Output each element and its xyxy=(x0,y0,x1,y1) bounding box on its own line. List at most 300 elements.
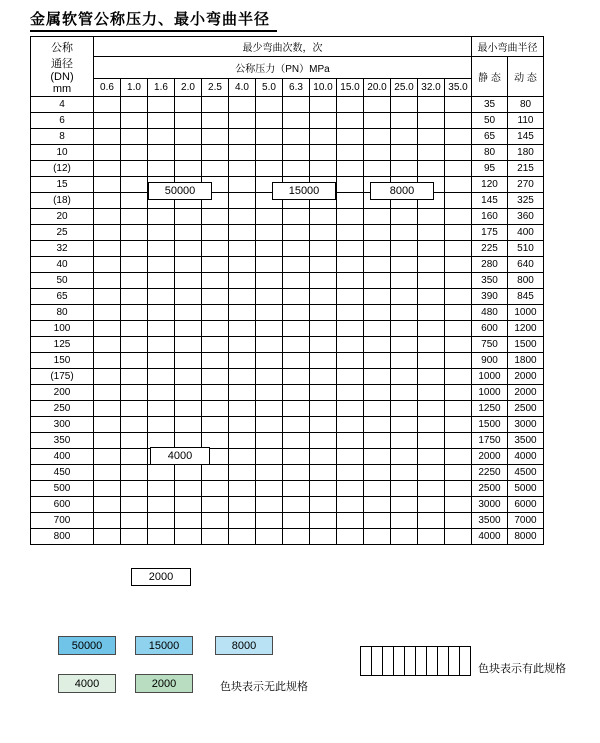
table-body xyxy=(31,97,544,545)
spec-cell xyxy=(148,145,175,161)
spec-cell xyxy=(202,273,229,289)
spec-cell xyxy=(175,289,202,305)
spec-cell xyxy=(283,529,310,545)
spec-cell xyxy=(418,113,445,129)
spec-cell xyxy=(256,481,283,497)
spec-cell xyxy=(337,113,364,129)
table-row xyxy=(31,369,544,385)
dynamic-radius-value: 215 xyxy=(508,161,544,177)
spec-cell xyxy=(391,337,418,353)
spec-cell xyxy=(337,433,364,449)
spec-cell xyxy=(418,417,445,433)
dynamic-radius-value: 845 xyxy=(508,289,544,305)
spec-cell xyxy=(229,193,256,209)
spec-cell xyxy=(202,513,229,529)
spec-cell xyxy=(445,289,472,305)
spec-cell xyxy=(364,97,391,113)
spec-cell xyxy=(229,481,256,497)
spec-cell xyxy=(256,369,283,385)
spec-cell xyxy=(364,145,391,161)
spec-cell xyxy=(310,97,337,113)
spec-cell xyxy=(175,305,202,321)
dn-value: 25 xyxy=(31,225,94,241)
pressure-col-header: 0.6 xyxy=(94,79,121,97)
spec-cell xyxy=(283,321,310,337)
spec-cell xyxy=(445,529,472,545)
legend-blank-cell xyxy=(460,647,471,676)
dynamic-radius-value: 4000 xyxy=(508,449,544,465)
spec-cell xyxy=(121,449,148,465)
spec-cell xyxy=(445,129,472,145)
spec-cell xyxy=(202,225,229,241)
spec-cell xyxy=(121,401,148,417)
spec-cell xyxy=(418,481,445,497)
spec-cell xyxy=(418,497,445,513)
spec-cell xyxy=(364,113,391,129)
spec-cell xyxy=(418,433,445,449)
spec-cell xyxy=(256,433,283,449)
dn-value: 600 xyxy=(31,497,94,513)
spec-cell xyxy=(283,417,310,433)
spec-cell xyxy=(256,225,283,241)
spec-cell xyxy=(283,305,310,321)
spec-cell xyxy=(310,481,337,497)
spec-cell xyxy=(445,369,472,385)
spec-cell xyxy=(364,433,391,449)
callout-box: 2000 xyxy=(131,568,191,586)
static-radius-value: 350 xyxy=(472,273,508,289)
pressure-col-header: 2.0 xyxy=(175,79,202,97)
spec-cell xyxy=(94,161,121,177)
dynamic-radius-header: 动 态 xyxy=(508,57,544,97)
spec-cell xyxy=(121,113,148,129)
table-row xyxy=(31,353,544,369)
spec-cell xyxy=(121,273,148,289)
static-radius-value: 120 xyxy=(472,177,508,193)
legend-swatch-15000: 15000 xyxy=(135,636,193,655)
dn-value: 4 xyxy=(31,97,94,113)
spec-cell xyxy=(364,385,391,401)
spec-cell xyxy=(418,273,445,289)
pressure-col-header: 4.0 xyxy=(229,79,256,97)
dynamic-radius-value: 2000 xyxy=(508,385,544,401)
spec-cell xyxy=(229,433,256,449)
page-title: 金属软管公称压力、最小弯曲半径 xyxy=(30,10,271,28)
spec-cell xyxy=(256,273,283,289)
pressure-col-header: 6.3 xyxy=(283,79,310,97)
spec-cell xyxy=(121,465,148,481)
dn-value: (175) xyxy=(31,369,94,385)
dynamic-radius-value: 3500 xyxy=(508,433,544,449)
table-row xyxy=(31,529,544,545)
spec-cell xyxy=(256,417,283,433)
spec-cell xyxy=(418,513,445,529)
spec-cell xyxy=(121,97,148,113)
spec-cell xyxy=(148,529,175,545)
spec-cell xyxy=(256,241,283,257)
legend-swatch-4000: 4000 xyxy=(58,674,116,693)
spec-cell xyxy=(418,465,445,481)
static-radius-value: 160 xyxy=(472,209,508,225)
spec-cell xyxy=(175,385,202,401)
spec-cell xyxy=(391,161,418,177)
bend-radius-header: 最小弯曲半径 xyxy=(472,37,544,57)
spec-cell xyxy=(175,529,202,545)
spec-cell xyxy=(256,257,283,273)
static-radius-value: 480 xyxy=(472,305,508,321)
spec-cell xyxy=(202,337,229,353)
spec-cell xyxy=(310,529,337,545)
spec-cell xyxy=(148,465,175,481)
spec-cell xyxy=(175,497,202,513)
spec-cell xyxy=(445,417,472,433)
spec-cell xyxy=(310,161,337,177)
static-radius-value: 1000 xyxy=(472,385,508,401)
spec-cell xyxy=(202,129,229,145)
spec-cell xyxy=(364,161,391,177)
table-row xyxy=(31,129,544,145)
spec-cell xyxy=(229,129,256,145)
spec-cell xyxy=(364,465,391,481)
spec-cell xyxy=(256,449,283,465)
spec-cell xyxy=(445,161,472,177)
spec-cell xyxy=(364,289,391,305)
spec-cell xyxy=(229,369,256,385)
spec-cell xyxy=(256,113,283,129)
spec-cell xyxy=(337,289,364,305)
spec-cell xyxy=(364,497,391,513)
spec-cell xyxy=(391,241,418,257)
pressure-col-header: 25.0 xyxy=(391,79,418,97)
spec-cell xyxy=(445,433,472,449)
spec-cell xyxy=(391,129,418,145)
spec-cell xyxy=(175,161,202,177)
spec-cell xyxy=(202,113,229,129)
spec-cell xyxy=(310,465,337,481)
spec-cell xyxy=(445,465,472,481)
spec-cell xyxy=(391,433,418,449)
spec-cell xyxy=(337,177,364,193)
pressure-col-header: 5.0 xyxy=(256,79,283,97)
spec-cell xyxy=(364,305,391,321)
spec-cell xyxy=(337,385,364,401)
static-radius-value: 750 xyxy=(472,337,508,353)
spec-cell xyxy=(310,369,337,385)
table-row xyxy=(31,449,544,465)
spec-cell xyxy=(175,257,202,273)
dynamic-radius-value: 4500 xyxy=(508,465,544,481)
spec-cell xyxy=(202,385,229,401)
static-radius-value: 175 xyxy=(472,225,508,241)
spec-cell xyxy=(445,353,472,369)
dn-line-2: 通径 xyxy=(51,57,73,70)
spec-cell xyxy=(310,401,337,417)
spec-cell xyxy=(337,353,364,369)
dn-line-3: (DN) xyxy=(50,70,74,83)
spec-cell xyxy=(364,369,391,385)
dynamic-radius-value: 145 xyxy=(508,129,544,145)
table-row xyxy=(31,433,544,449)
spec-cell xyxy=(229,497,256,513)
spec-cell xyxy=(202,97,229,113)
spec-cell xyxy=(229,465,256,481)
spec-cell xyxy=(256,145,283,161)
spec-cell xyxy=(121,241,148,257)
static-radius-value: 600 xyxy=(472,321,508,337)
spec-cell xyxy=(148,209,175,225)
spec-cell xyxy=(121,193,148,209)
spec-cell xyxy=(202,369,229,385)
spec-cell xyxy=(418,209,445,225)
spec-cell xyxy=(337,337,364,353)
dynamic-radius-value: 640 xyxy=(508,257,544,273)
spec-cell xyxy=(391,305,418,321)
dn-value: (12) xyxy=(31,161,94,177)
spec-cell xyxy=(337,129,364,145)
spec-cell xyxy=(202,161,229,177)
spec-cell xyxy=(445,257,472,273)
spec-cell xyxy=(445,241,472,257)
spec-cell xyxy=(418,145,445,161)
spec-cell xyxy=(310,321,337,337)
spec-cell xyxy=(283,385,310,401)
spec-cell xyxy=(418,289,445,305)
spec-cell xyxy=(337,401,364,417)
spec-cell xyxy=(337,321,364,337)
spec-cell xyxy=(148,417,175,433)
spec-cell xyxy=(337,465,364,481)
spec-cell xyxy=(175,337,202,353)
dn-value: 6 xyxy=(31,113,94,129)
spec-cell xyxy=(94,497,121,513)
spec-cell xyxy=(418,401,445,417)
legend-item-8000 xyxy=(215,636,273,655)
pressure-col-header: 2.5 xyxy=(202,79,229,97)
spec-cell xyxy=(445,113,472,129)
spec-cell xyxy=(283,97,310,113)
legend-blank-swatch xyxy=(360,646,471,676)
static-radius-value: 65 xyxy=(472,129,508,145)
spec-cell xyxy=(310,289,337,305)
spec-cell xyxy=(175,321,202,337)
spec-cell xyxy=(229,401,256,417)
spec-cell xyxy=(364,129,391,145)
dn-value: 40 xyxy=(31,257,94,273)
dynamic-radius-value: 1800 xyxy=(508,353,544,369)
spec-cell xyxy=(310,129,337,145)
legend-blank-cell xyxy=(383,647,394,676)
spec-cell xyxy=(202,481,229,497)
spec-cell xyxy=(121,385,148,401)
table-row xyxy=(31,513,544,529)
legend-blank-cell xyxy=(372,647,383,676)
dn-line-4: mm xyxy=(52,82,72,95)
dynamic-radius-value: 7000 xyxy=(508,513,544,529)
static-radius-value: 4000 xyxy=(472,529,508,545)
spec-cell xyxy=(310,145,337,161)
dynamic-radius-value: 360 xyxy=(508,209,544,225)
table-row xyxy=(31,401,544,417)
spec-cell xyxy=(202,305,229,321)
spec-cell xyxy=(121,257,148,273)
static-radius-value: 2250 xyxy=(472,465,508,481)
spec-cell xyxy=(256,97,283,113)
table-row xyxy=(31,225,544,241)
spec-cell xyxy=(445,225,472,241)
spec-cell xyxy=(94,193,121,209)
spec-cell xyxy=(337,97,364,113)
spec-cell xyxy=(445,449,472,465)
legend-blank-cell xyxy=(405,647,416,676)
dynamic-radius-value: 270 xyxy=(508,177,544,193)
dn-value: (18) xyxy=(31,193,94,209)
spec-cell xyxy=(310,449,337,465)
spec-cell xyxy=(283,161,310,177)
spec-cell xyxy=(256,305,283,321)
spec-cell xyxy=(391,513,418,529)
spec-cell xyxy=(121,481,148,497)
spec-cell xyxy=(418,257,445,273)
spec-cell xyxy=(121,289,148,305)
spec-cell xyxy=(283,241,310,257)
table-row xyxy=(31,321,544,337)
spec-cell xyxy=(121,145,148,161)
spec-cell xyxy=(310,209,337,225)
pressure-col-header: 10.0 xyxy=(310,79,337,97)
spec-cell xyxy=(310,385,337,401)
spec-cell xyxy=(94,257,121,273)
spec-cell xyxy=(337,225,364,241)
static-radius-value: 3500 xyxy=(472,513,508,529)
spec-cell xyxy=(202,497,229,513)
spec-cell xyxy=(418,241,445,257)
spec-cell xyxy=(148,241,175,257)
spec-cell xyxy=(283,145,310,161)
spec-cell xyxy=(391,257,418,273)
table-row xyxy=(31,417,544,433)
table-row xyxy=(31,273,544,289)
spec-cell xyxy=(175,241,202,257)
spec-cell xyxy=(445,97,472,113)
spec-cell xyxy=(418,385,445,401)
spec-cell xyxy=(121,225,148,241)
spec-cell xyxy=(283,209,310,225)
dn-value: 125 xyxy=(31,337,94,353)
dn-value: 150 xyxy=(31,353,94,369)
spec-cell xyxy=(229,337,256,353)
spec-cell xyxy=(229,145,256,161)
spec-cell xyxy=(121,209,148,225)
static-radius-value: 95 xyxy=(472,161,508,177)
legend-swatch-8000: 8000 xyxy=(215,636,273,655)
spec-cell xyxy=(256,513,283,529)
dn-value: 20 xyxy=(31,209,94,225)
spec-cell xyxy=(283,449,310,465)
header-row-pressure-values xyxy=(31,79,544,97)
static-radius-value: 1000 xyxy=(472,369,508,385)
dynamic-radius-value: 2000 xyxy=(508,369,544,385)
spec-cell xyxy=(148,289,175,305)
spec-cell xyxy=(202,321,229,337)
spec-cell xyxy=(229,161,256,177)
table-row xyxy=(31,113,544,129)
dn-value: 400 xyxy=(31,449,94,465)
static-radius-value: 390 xyxy=(472,289,508,305)
spec-cell xyxy=(94,113,121,129)
table-row xyxy=(31,497,544,513)
spec-cell xyxy=(175,417,202,433)
spec-cell xyxy=(310,225,337,241)
dynamic-radius-value: 110 xyxy=(508,113,544,129)
spec-cell xyxy=(229,225,256,241)
spec-cell xyxy=(364,353,391,369)
spec-cell xyxy=(283,433,310,449)
spec-cell xyxy=(148,401,175,417)
static-radius-value: 280 xyxy=(472,257,508,273)
spec-cell xyxy=(148,97,175,113)
dynamic-radius-value: 8000 xyxy=(508,529,544,545)
spec-cell xyxy=(148,257,175,273)
spec-cell xyxy=(256,289,283,305)
spec-cell xyxy=(229,113,256,129)
spec-cell xyxy=(175,97,202,113)
spec-cell xyxy=(283,257,310,273)
spec-cell xyxy=(364,225,391,241)
legend-note-blank: 色块表示有此规格 xyxy=(478,663,566,675)
dynamic-radius-value: 800 xyxy=(508,273,544,289)
legend-item-4000 xyxy=(58,674,116,693)
spec-cell xyxy=(283,497,310,513)
spec-cell xyxy=(175,401,202,417)
static-radius-value: 900 xyxy=(472,353,508,369)
dn-value: 15 xyxy=(31,177,94,193)
spec-cell xyxy=(445,481,472,497)
spec-cell xyxy=(256,385,283,401)
dynamic-radius-value: 400 xyxy=(508,225,544,241)
spec-cell xyxy=(364,481,391,497)
spec-cell xyxy=(310,417,337,433)
pressure-col-header: 35.0 xyxy=(445,79,472,97)
dn-value: 700 xyxy=(31,513,94,529)
spec-cell xyxy=(229,529,256,545)
spec-cell xyxy=(391,209,418,225)
dn-value: 250 xyxy=(31,401,94,417)
legend-blank-cell xyxy=(416,647,427,676)
spec-cell xyxy=(229,353,256,369)
spec-cell xyxy=(310,513,337,529)
dn-value: 80 xyxy=(31,305,94,321)
spec-cell xyxy=(175,129,202,145)
dn-value: 800 xyxy=(31,529,94,545)
static-radius-value: 1250 xyxy=(472,401,508,417)
static-radius-value: 145 xyxy=(472,193,508,209)
spec-cell xyxy=(283,129,310,145)
table-header xyxy=(31,37,544,97)
spec-cell xyxy=(148,305,175,321)
spec-cell xyxy=(94,529,121,545)
spec-cell xyxy=(94,225,121,241)
spec-cell xyxy=(364,241,391,257)
spec-cell xyxy=(391,385,418,401)
legend-item-2000 xyxy=(135,674,193,693)
spec-cell xyxy=(175,145,202,161)
spec-cell xyxy=(283,225,310,241)
dn-line-1: 公称 xyxy=(51,41,73,54)
spec-cell xyxy=(283,481,310,497)
spec-cell xyxy=(229,241,256,257)
static-radius-value: 35 xyxy=(472,97,508,113)
spec-cell xyxy=(445,193,472,209)
